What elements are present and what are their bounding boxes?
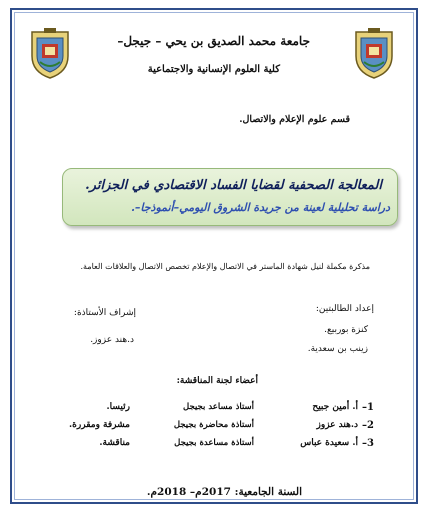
title-box: [62, 168, 398, 226]
department-name: قسم علوم الإعلام والاتصال.: [239, 114, 350, 125]
committee-member-role: مشرفة ومقررة.: [69, 420, 130, 430]
student-name: كنزة بوربيع.: [324, 325, 368, 335]
academic-year: السنة الجامعية: 2017م– 2018م.: [146, 486, 302, 498]
committee-member-name: أ. أمين جبيح: [312, 402, 358, 412]
student-name: زينب بن سعدية.: [307, 344, 368, 354]
committee-member-name: د.هند عزوز: [316, 420, 358, 430]
thesis-subtitle: دراسة تحليلية لعينة من جريدة الشروق اليومي–أنموذجا–.: [131, 201, 390, 214]
memo-statement: مذكرة مكملة لنيل شهادة الماستر في الاتصال والإعلام تخصص الاتصال والعلاقات العامة.: [80, 262, 370, 271]
committee-member-rank: أستاذة مساعدة بجيجل: [174, 438, 254, 448]
university-name: جامعة محمد الصديق بن يحي – جيجل–: [117, 34, 310, 48]
students-label: إعداد الطالبتين:: [315, 304, 374, 314]
committee-member-rank: أستاذ مساعد بجيجل: [183, 402, 254, 412]
university-emblem-right: [352, 26, 396, 80]
committee-member-role: مناقشة.: [99, 438, 130, 448]
committee-member-number: 2–: [362, 420, 374, 431]
committee-member-number: 1–: [362, 402, 374, 413]
committee-member-name: أ. سعيدة عباس: [300, 438, 358, 448]
thesis-title: المعالجة الصحفية لقضايا الفساد الاقتصادي في الجزائر.: [85, 178, 382, 193]
supervisor-label: إشراف الأستاذة:: [73, 308, 136, 318]
committee-member-role: رئيسا.: [106, 402, 130, 412]
supervisor-name: د.هند عزوز.: [90, 335, 134, 345]
university-emblem-left: [28, 26, 72, 80]
committee-member-rank: أستاذة محاضرة بجيجل: [173, 420, 254, 430]
faculty-name: كلية العلوم الإنسانية والاجتماعية: [147, 64, 280, 75]
committee-member-number: 3–: [362, 438, 374, 449]
committee-label: أعضاء لجنة المناقشة:: [176, 376, 258, 386]
